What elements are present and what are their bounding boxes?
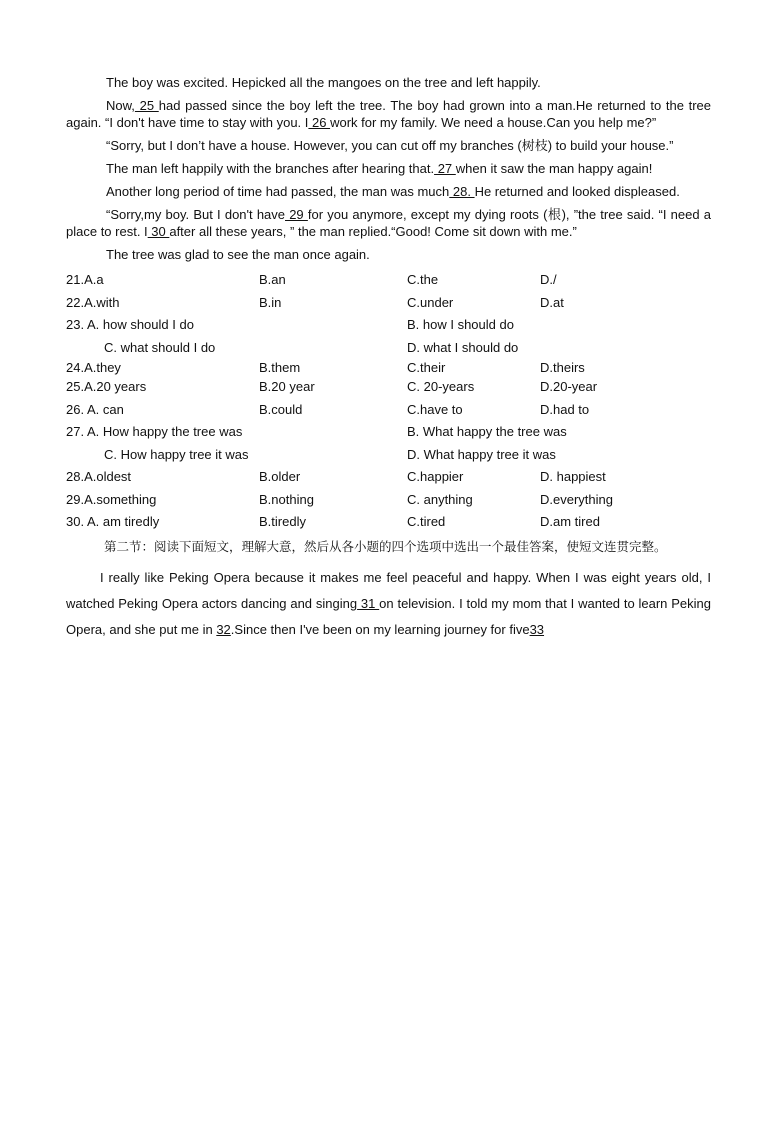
option-d: D./ xyxy=(540,272,557,287)
option-b: B.20 year xyxy=(259,379,315,394)
option-d: D. happiest xyxy=(540,469,606,484)
option-d: D. What happy tree it was xyxy=(407,446,556,462)
option-d: D.everything xyxy=(540,491,613,507)
question-options xyxy=(66,269,711,534)
option-d: D.at xyxy=(540,294,564,310)
option-b: B. What happy the tree was xyxy=(407,424,567,439)
option-c: C. 20-years xyxy=(407,379,475,394)
option-c: C.their xyxy=(407,360,446,375)
question-29 xyxy=(66,489,711,512)
option-b: B.an xyxy=(259,272,286,287)
question-25 xyxy=(66,376,711,399)
blank-32: 32 xyxy=(216,621,231,637)
question-22 xyxy=(66,292,711,315)
option-a: 23. A. how should I do xyxy=(66,317,194,332)
blank-31: 31 xyxy=(357,595,380,611)
option-b: B.could xyxy=(259,401,303,417)
blank-26: 26 xyxy=(308,115,331,130)
blank-30: 30 xyxy=(147,224,170,239)
option-c: C.the xyxy=(407,272,439,287)
question-27-row-2 xyxy=(66,444,711,467)
option-c: C. what should I do xyxy=(104,339,216,355)
option-a: 27. A. How happy the tree was xyxy=(66,424,243,439)
blank-29: 29 xyxy=(285,207,308,222)
option-c: C. anything xyxy=(407,491,473,507)
option-b: B.tiredly xyxy=(259,514,306,529)
option-a: 24.A.they xyxy=(66,360,121,375)
option-b: B.in xyxy=(259,294,282,310)
option-b: B.nothing xyxy=(259,491,314,507)
option-d: D.theirs xyxy=(540,360,585,375)
option-c: C.happier xyxy=(407,469,464,484)
document-page xyxy=(66,74,711,643)
option-b: B.them xyxy=(259,360,301,375)
option-d: D.had to xyxy=(540,401,590,417)
option-b: B. how I should do xyxy=(407,317,514,332)
question-27-row-1 xyxy=(66,421,711,444)
option-a: 25.A.20 years xyxy=(66,379,147,394)
section-2-passage: I really like Peking Opera because it makes me feel peaceful and happy. When I was eight years old, I watched Peking Opera actors dancing and singing 31 on television. I told my mom that I wanted to learn Peking Opera, and she put me in 32.Since then I've been on my learning journey for five33 xyxy=(66,569,711,637)
option-a: 26. A. can xyxy=(66,401,124,417)
option-d: D.am tired xyxy=(540,514,600,529)
option-c: C.have to xyxy=(407,401,463,417)
question-26 xyxy=(66,399,711,422)
option-c: C.under xyxy=(407,294,454,310)
question-24 xyxy=(66,359,711,376)
option-a: 30. A. am tiredly xyxy=(66,514,160,529)
blank-27: 27 xyxy=(434,161,456,176)
option-a: 29.A.something xyxy=(66,491,157,507)
option-a: 28.A.oldest xyxy=(66,469,132,484)
option-a: 21.A.a xyxy=(66,272,104,287)
passage-paragraph-2: Now, 25 had passed since the boy left the tree. The boy had grown into a man.He returned to the tree again. “I don't have time to stay with you. I 26 work for my family. We need a house.Can you help me?” xyxy=(66,98,711,130)
passage-paragraph-5: Another long period of time had passed, the man was much 28. He returned and looked displeased. xyxy=(106,184,680,199)
question-23-row-2 xyxy=(66,337,711,360)
section-2-instruction: 第二节：阅读下面短文，理解大意，然后从各小题的四个选项中选出一个最佳答案，使短文连贯完整。 xyxy=(104,538,667,554)
passage-paragraph-1: The boy was excited. Hepicked all the mangoes on the tree and left happily. xyxy=(106,75,541,90)
question-28 xyxy=(66,466,711,489)
option-b: B.older xyxy=(259,469,301,484)
option-c: C. How happy tree it was xyxy=(104,446,249,462)
option-d: D. what I should do xyxy=(407,339,519,355)
question-21 xyxy=(66,269,711,292)
passage-paragraph-6: “Sorry,my boy. But I don't have 29 for you anymore, except my dying roots (根), ”the tree said. “I need a place to rest. I 30 after all these years, ” the man replied.“Good! Come sit down with me.” xyxy=(66,207,711,239)
passage-paragraph-3: “Sorry, but I don’t have a house. However, you can cut off my branches (树枝) to build your house.” xyxy=(106,138,674,153)
blank-33: 33 xyxy=(529,621,545,637)
option-c: C.tired xyxy=(407,514,446,529)
option-d: D.20-year xyxy=(540,379,598,394)
option-a: 22.A.with xyxy=(66,294,120,310)
passage-paragraph-7: The tree was glad to see the man once again. xyxy=(106,247,370,262)
question-30 xyxy=(66,511,711,534)
blank-28: 28. xyxy=(449,184,475,199)
blank-25: 25 xyxy=(134,98,159,113)
question-23-row-1 xyxy=(66,314,711,337)
passage-paragraph-4: The man left happily with the branches after hearing that. 27 when it saw the man happy again! xyxy=(106,161,653,176)
